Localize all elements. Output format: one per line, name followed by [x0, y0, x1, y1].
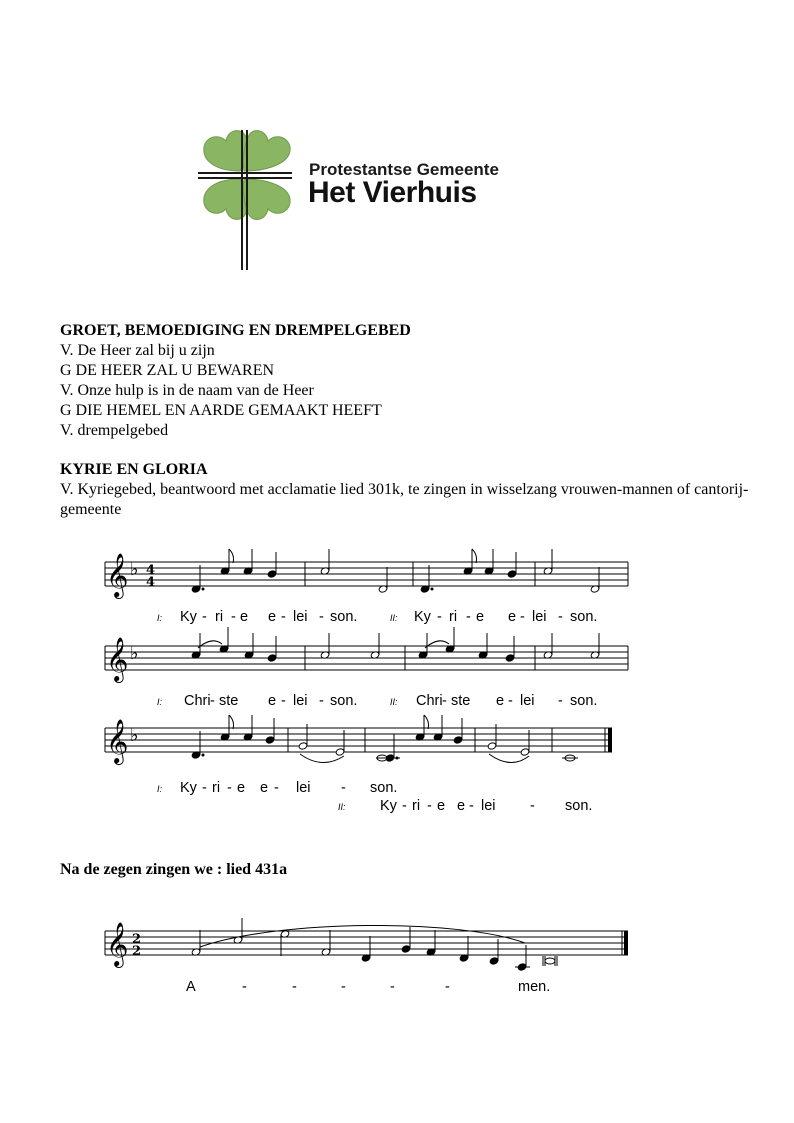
lyric-syllable: son. — [330, 693, 358, 709]
music-score-kyrie — [100, 548, 640, 823]
lyric-syllable: - — [341, 780, 346, 796]
logo-subtitle: Protestantse Gemeente — [309, 160, 499, 179]
lyric-syllable: - — [558, 693, 563, 709]
lyric-syllable: ri — [412, 798, 421, 814]
treble-clef-icon: 𝄞 — [106, 719, 129, 763]
time-signature-top: 4 — [146, 563, 156, 578]
lyric-syllable: son. — [570, 693, 598, 709]
lyric-syllable: Ky — [180, 780, 197, 796]
lyric-syllable: e — [457, 798, 466, 814]
lyric-syllable: - — [281, 693, 286, 709]
section-blessing — [60, 860, 760, 880]
lyric-syllable: - — [558, 609, 563, 625]
lyric-syllable: e — [437, 798, 446, 814]
logo-title: Het Vierhuis — [308, 176, 477, 209]
lyric-syllable: - — [520, 609, 525, 625]
time-signature-top: 2 — [132, 932, 142, 947]
lyric-syllable: - — [274, 780, 279, 796]
verse-marker: I: — [157, 784, 163, 794]
liturgy-line: V. drempelgebed — [60, 422, 169, 439]
lyric-syllable: son. — [330, 609, 358, 625]
section-text: V. Kyriegebed, beantwoord met acclamatie lied 301k, te zingen in wisselzang vrouwen-mannen of cantorij-gemeente — [60, 481, 749, 518]
verse-marker: I: — [157, 697, 163, 707]
lyric-syllable: - — [202, 609, 207, 625]
lyric-syllable: e — [268, 609, 277, 625]
lyric-syllable: - — [227, 780, 232, 796]
lyric-syllable: - — [210, 693, 215, 709]
lyric-syllable: - — [292, 979, 297, 995]
liturgy-line: V. De Heer zal bij u zijn — [60, 342, 215, 359]
lyric-syllable: - — [390, 979, 395, 995]
music-score-amen — [100, 915, 640, 1000]
lyric-syllable: ri — [212, 780, 221, 796]
time-signature-bottom: 2 — [132, 944, 142, 959]
lyric-syllable: son. — [370, 780, 398, 796]
lyric-syllable: lei — [481, 798, 496, 814]
lyric-syllable: Chri — [184, 693, 211, 709]
lyric-syllable: - — [242, 979, 247, 995]
lyric-syllable: - — [281, 609, 286, 625]
treble-clef-icon: 𝄞 — [106, 922, 129, 966]
lyric-syllable: Ky — [180, 609, 197, 625]
lyric-syllable: - — [508, 693, 513, 709]
lyric-syllable: e — [240, 609, 249, 625]
lyric-syllable: lei — [293, 693, 308, 709]
lyric-syllable: ri — [215, 609, 224, 625]
lyric-syllable: - — [530, 798, 535, 814]
lyric-syllable: lei — [296, 780, 311, 796]
section-heading: Na de zegen zingen we : lied 431a — [60, 861, 288, 878]
liturgy-line: G DE HEER ZAL U BEWAREN — [60, 362, 275, 379]
section-heading: GROET, BEMOEDIGING EN DREMPELGEBED — [60, 322, 411, 339]
lyric-syllable: - — [402, 798, 407, 814]
lyric-syllable: Ky — [414, 609, 431, 625]
lyric-syllable: lei — [293, 609, 308, 625]
lyric-syllable: A — [186, 979, 196, 995]
lyric-syllable: - — [445, 979, 450, 995]
lyric-syllable: - — [437, 609, 442, 625]
lyric-syllable: son. — [570, 609, 598, 625]
lyric-syllable: lei — [520, 693, 535, 709]
lyric-syllable: e — [496, 693, 505, 709]
lyric-syllable: e — [268, 693, 277, 709]
section-kyrie — [60, 460, 760, 520]
lyric-syllable: ste — [219, 693, 239, 709]
lyric-syllable: e — [476, 609, 485, 625]
lyric-syllable: ri — [449, 609, 458, 625]
liturgy-line: V. Onze hulp is in de naam van de Heer — [60, 382, 314, 399]
time-signature-bottom: 4 — [146, 575, 156, 590]
treble-clef-icon: 𝄞 — [106, 553, 129, 597]
lyric-syllable: - — [466, 609, 471, 625]
flat-icon: ♭ — [130, 559, 139, 580]
final-barline — [624, 931, 628, 955]
lyric-syllable: - — [427, 798, 432, 814]
lyric-syllable: lei — [532, 609, 547, 625]
verse-marker: II: — [338, 802, 346, 812]
lyric-syllable: - — [319, 693, 324, 709]
verse-marker: I: — [157, 613, 163, 623]
lyric-syllable: e — [260, 780, 269, 796]
lyric-syllable: - — [319, 609, 324, 625]
verse-marker: II: — [390, 613, 398, 623]
final-barline — [608, 728, 612, 752]
lyric-syllable: - — [231, 609, 236, 625]
flat-icon: ♭ — [130, 643, 139, 664]
lyric-syllable: e — [508, 609, 517, 625]
section-heading: KYRIE EN GLORIA — [60, 461, 208, 478]
lyric-syllable: Chri — [416, 693, 443, 709]
treble-clef-icon: 𝄞 — [106, 637, 129, 681]
lyric-syllable: - — [469, 798, 474, 814]
lyric-syllable: e — [237, 780, 246, 796]
lyric-syllable: Ky — [380, 798, 397, 814]
liturgy-line: G DIE HEMEL EN AARDE GEMAAKT HEEFT — [60, 402, 382, 419]
lyric-syllable: - — [341, 979, 346, 995]
flat-icon: ♭ — [130, 725, 139, 746]
lyric-syllable: - — [442, 693, 447, 709]
lyric-syllable: ste — [451, 693, 471, 709]
section-greeting — [60, 321, 760, 441]
verse-marker: II: — [390, 697, 398, 707]
lyric-syllable: son. — [565, 798, 593, 814]
lyric-syllable: - — [202, 780, 207, 796]
lyric-syllable: men. — [518, 979, 551, 995]
